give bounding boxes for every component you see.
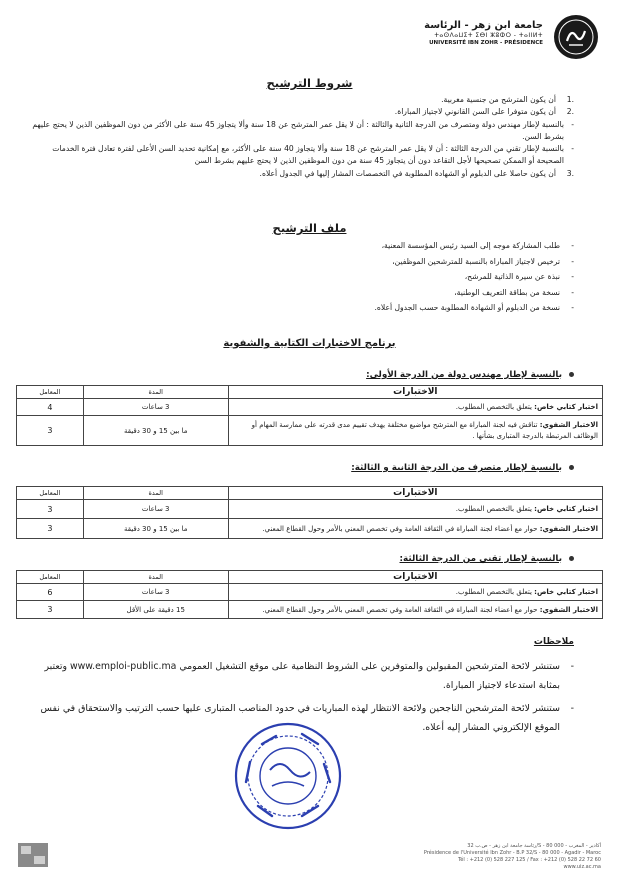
table-header-row (17, 487, 603, 500)
condition-item: .1 أن يكون المترشح من جنسية مغربية. (441, 95, 574, 104)
footer-address: رئاسة جامعة ابن زهر - ص.ب 32/S - 80 000 - أكادير - المغرب Présidence de l'Université Ibn Zohr - B.P 32/S - 80 000 - Agadir - Maroc Tél : +212 (0) 528 227 125 / Fax : +212 (0) 528 22 72 60 www.uiz.ac.ma (423, 843, 601, 870)
section-heading-technician: بالنسبة لإطار تقني من الدرجة الثالثة: (400, 554, 574, 564)
conditions-list (30, 94, 574, 180)
condition-item: .3 أن يكون حاصلا على الدبلوم أو الشهادة المطلوبة في التخصصات المشار إليها في الجدول أعلاه. (259, 168, 574, 178)
header-coef: المعامل (17, 487, 84, 500)
document-item: - نسخة من الدبلوم أو الشهادة المطلوبة حسب الجدول أعلاه. (374, 303, 574, 313)
coef-cell: 6 (17, 584, 84, 601)
documents-title: ملف الترشيح (272, 221, 347, 235)
coef-cell: 3 (17, 416, 84, 446)
header-coef: المعامل (17, 571, 84, 584)
university-name-tifinagh: ⵜⴰⵙⴷⴰⵡⵉⵜ ⵉⴱⵏ ⵣⵓⵀⵔ - ⵜⴰⵏⵏⵍⵜ (434, 32, 543, 39)
footer-logo-icon (18, 843, 48, 867)
table-row (17, 416, 603, 446)
condition-item: - بالنسبة لإطار تقني من الدرجة الثالثة : أن لا يقل عمر المترشح عن 18 سنة وألا يتجاوز 40 سنة على الأكثر، مع إمكانية تحديد السن الأعلى لفترة تعادل فترة الخدمات الصحيحة أو الممكن تصحيحها لأجل التقاعد دون أن يتجاوز 45 سنة من دون الموظفين الذين لا يحتج عليهم بشرط السن (52, 144, 574, 166)
coef-cell: 3 (17, 519, 84, 539)
document-item: - نبذة عن سيرة الذاتية للمرشح، (464, 272, 574, 282)
header-duration: المدة (83, 487, 228, 500)
condition-item: - بالنسبة لإطار مهندس دولة ومتصرف من الدرجة الثانية والثالثة : أن لا يقل عمر المترشح عن 18 سنة وألا يتجاوز 45 سنة على الأكثر من دون الموظفين الذين لا يحتج عليهم بشرط السن. (32, 119, 574, 141)
university-name-arabic: جامعة ابن زهر - الرئاسة (424, 20, 543, 31)
exam-cell: الاختبار الشفوي: حوار مع أعضاء لجنة المباراة في الثقافة العامة وفي تخصص المعني بالأمر وحول القطاع المعني. (228, 519, 602, 539)
header-exams: الاختبارات (228, 386, 602, 399)
conditions-title: شروط الترشيح (266, 76, 353, 90)
header-duration: المدة (83, 386, 228, 399)
exam-cell: اختبار كتابي خاص: يتعلق بالتخصص المطلوب. (228, 500, 602, 519)
exam-table-engineer (16, 385, 603, 446)
document-item: - نسخة من بطاقة التعريف الوطنية، (454, 287, 574, 297)
bullet-icon (569, 556, 574, 561)
duration-cell: ما بين 15 و 30 دقيقة (83, 416, 228, 446)
exam-cell: الاختبار الشفوي: حوار مع أعضاء لجنة المباراة في الثقافة العامة وفي تخصص المعني بالأمر وحول القطاع المعني. (228, 601, 602, 619)
condition-item: .2 أن يكون متوفرا على السن القانوني لاجتياز المباراة. (394, 107, 574, 117)
table-row (17, 584, 603, 601)
duration-cell: 3 ساعات (83, 584, 228, 601)
document-item: - ترخيص لاجتياز المباراة بالنسبة للمترشحين الموظفين، (392, 256, 574, 266)
table-row (17, 399, 603, 416)
emploi-public-link[interactable]: www.emploi-public.ma (69, 661, 177, 672)
program-title: برنامج الاختبارات الكتابية والشفوية (223, 338, 396, 349)
table-header-row (17, 571, 603, 584)
header-exams: الاختبارات (228, 487, 602, 500)
footer (18, 843, 601, 875)
table-row (17, 500, 603, 519)
bullet-icon (569, 465, 574, 470)
note-item: - ستنشر لائحة المترشحين المقبولين والمتوفرين على الشروط النظامية على موقع التشغيل العمومي www.emploi-public.ma وتعتبر بمثابة استدعاء لاجتياز المباراة. (44, 661, 574, 691)
letterhead (20, 8, 599, 63)
exam-cell: اختبار كتابي خاص: يتعلق بالتخصص المطلوب. (228, 584, 602, 601)
header-duration: المدة (83, 571, 228, 584)
header-coef: المعامل (17, 386, 84, 399)
note-item: - ستنشر لائحة المترشحين الناجحين ولائحة الانتظار لهذه المباريات في حدود المناصب المتبارى عليها حسب الترتيب والاستحقاق في نفس الموقع الإلكتروني المشار إليه أعلاه. (40, 703, 574, 733)
exam-cell: الاختبار الشفوي: تناقش فيه لجنة المباراة مع المترشح مواضيع مختلفة يهدف تقييم مدى قدرته على ممارسة المهام أو الوظائف المرتبطة بالدرجة المتبارى بشأنها . (228, 416, 602, 446)
duration-cell: 15 دقيقة على الأقل (83, 601, 228, 619)
exam-table-technician (16, 570, 603, 619)
university-name-block (424, 20, 543, 46)
bullet-icon (569, 372, 574, 377)
table-row (17, 519, 603, 539)
section-heading-engineer: بالنسبة لإطار مهندس دولة من الدرجة الأولى: (366, 370, 574, 380)
table-header-row (17, 386, 603, 399)
coef-cell: 3 (17, 601, 84, 619)
table-row (17, 601, 603, 619)
section-heading-administrator: بالنسبة لإطار متصرف من الدرجة الثانية و الثالثة: (351, 463, 574, 473)
university-logo-icon (553, 14, 599, 60)
duration-cell: 3 ساعات (83, 399, 228, 416)
duration-cell: 3 ساعات (83, 500, 228, 519)
header-exams: الاختبارات (228, 571, 602, 584)
document-item: - طلب المشاركة موجه إلى السيد رئيس المؤسسة المعنية، (381, 241, 574, 250)
university-name-french: UNIVERSITÉ IBN ZOHR - PRÉSIDENCE (429, 40, 543, 46)
documents-list (150, 238, 574, 316)
duration-cell: ما بين 15 و 30 دقيقة (83, 519, 228, 539)
official-stamp-icon (232, 720, 344, 832)
exam-cell: اختبار كتابي خاص: يتعلق بالتخصص المطلوب. (228, 399, 602, 416)
coef-cell: 3 (17, 500, 84, 519)
coef-cell: 4 (17, 399, 84, 416)
notes-title: ملاحظات (533, 637, 574, 647)
exam-table-administrator (16, 486, 603, 539)
